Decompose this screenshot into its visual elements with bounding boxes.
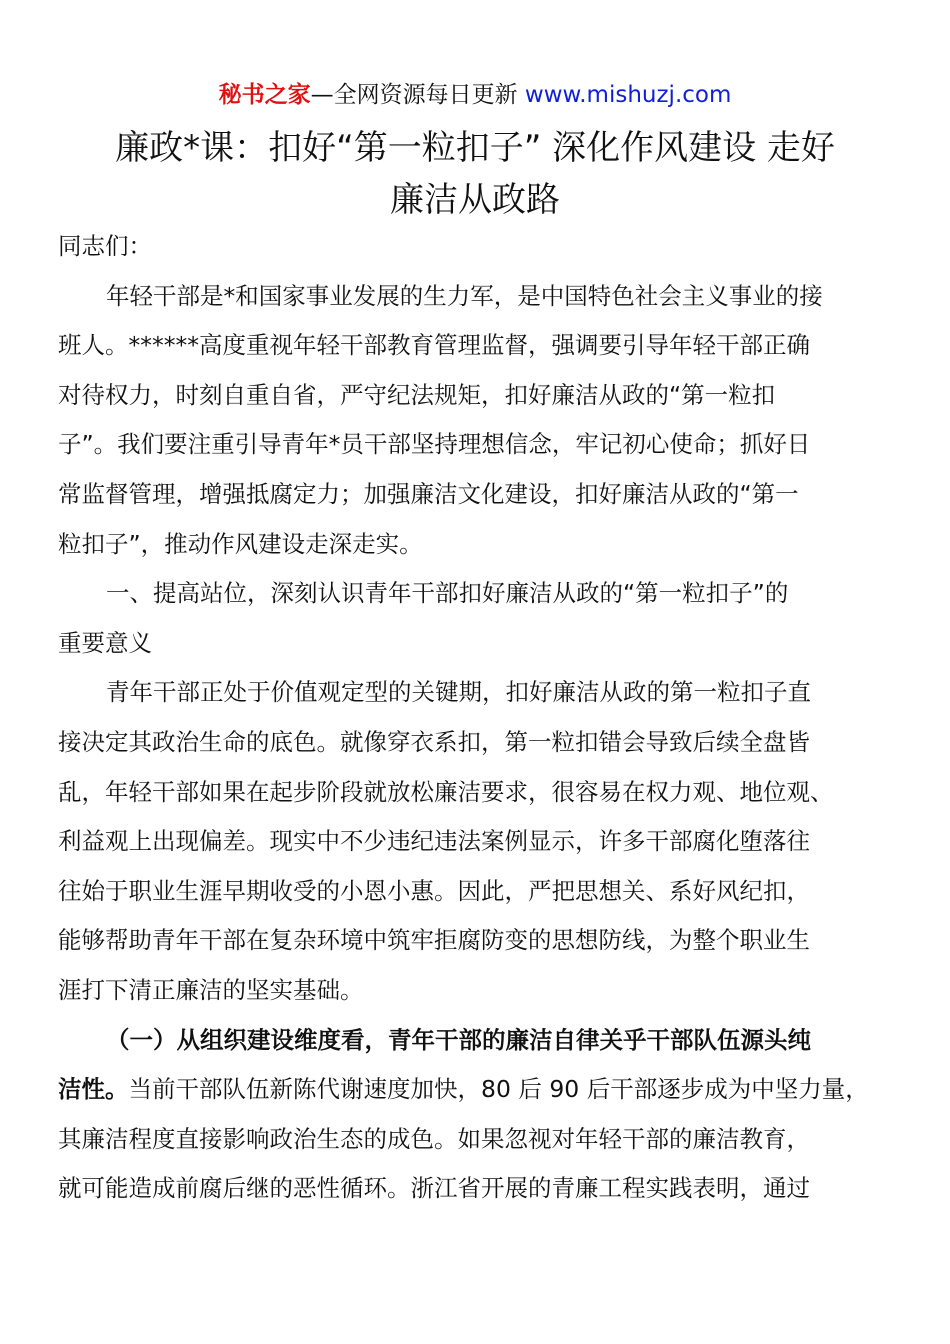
paragraph-line: 接决定其政治生命的底色。就像穿衣系扣，第一粒扣错会导致后续全盘皆 [58, 727, 810, 756]
paragraph-line: 常监督管理，增强抵腐定力；加强廉洁文化建设，扣好廉洁从政的“第一 [58, 479, 799, 508]
section-heading-line: 一、提高站位，深刻认识青年干部扣好廉洁从政的“第一粒扣子”的 [106, 579, 789, 608]
paragraph-text: 当前干部队伍新陈代谢速度加快，80 后 90 后干部逐步成为中坚力量， [128, 1075, 869, 1104]
paragraph-line: 年轻干部是*和国家事业发展的生力军，是中国特色社会主义事业的接 [106, 281, 823, 310]
subheading-line: （一）从组织建设维度看，青年干部的廉洁自律关乎干部队伍源头纯 [106, 1025, 811, 1054]
paragraph-line: 能够帮助青年干部在复杂环境中筑牢拒腐防变的思想防线，为整个职业生 [58, 926, 810, 955]
paragraph-line: 子”。我们要注重引导青年*员干部坚持理想信念，牢记初心使命；抓好日 [58, 430, 811, 459]
brand-name: 秘书之家 [218, 82, 311, 108]
title-line-1: 廉政*课：扣好“第一粒扣子” 深化作风建设 走好 [115, 128, 835, 168]
title-line-2: 廉洁从政路 [390, 180, 560, 220]
site-banner [0, 78, 950, 112]
section-heading-line: 重要意义 [58, 628, 152, 657]
paragraph-line: 班人。******高度重视年轻干部教育管理监督，强调要引导年轻干部正确 [58, 331, 810, 360]
subheading-tail: 洁性。 [58, 1075, 129, 1104]
paragraph-line: 往始于职业生涯早期收受的小恩小惠。因此，严把思想关、系好风纪扣， [58, 876, 810, 905]
document-body [58, 222, 893, 1214]
paragraph-line: 涯打下清正廉洁的坚实基础。 [58, 975, 364, 1004]
document-title [40, 122, 910, 226]
salutation: 同志们： [58, 232, 152, 260]
paragraph-line: 对待权力，时刻自重自省，严守纪法规矩，扣好廉洁从政的“第一粒扣 [58, 380, 776, 409]
paragraph-line [58, 1065, 893, 1115]
paragraph-line: 青年干部正处于价值观定型的关键期，扣好廉洁从政的第一粒扣子直 [106, 678, 811, 707]
paragraph-line: 粒扣子”，推动作风建设走深走实。 [58, 529, 423, 558]
paragraph-line: 就可能造成前腐后继的恶性循环。浙江省开展的青廉工程实践表明，通过 [58, 1174, 810, 1203]
paragraph-line: 其廉洁程度直接影响政治生态的成色。如果忽视对年轻干部的廉洁教育， [58, 1124, 810, 1153]
site-url-link[interactable]: www.mishuzj.com [524, 82, 732, 108]
paragraph-line: 乱，年轻干部如果在起步阶段就放松廉洁要求，很容易在权力观、地位观、 [58, 777, 834, 806]
paragraph-line: 利益观上出现偏差。现实中不少违纪违法案例显示，许多干部腐化堕落往 [58, 827, 810, 856]
banner-tagline: —全网资源每日更新 [310, 82, 525, 108]
